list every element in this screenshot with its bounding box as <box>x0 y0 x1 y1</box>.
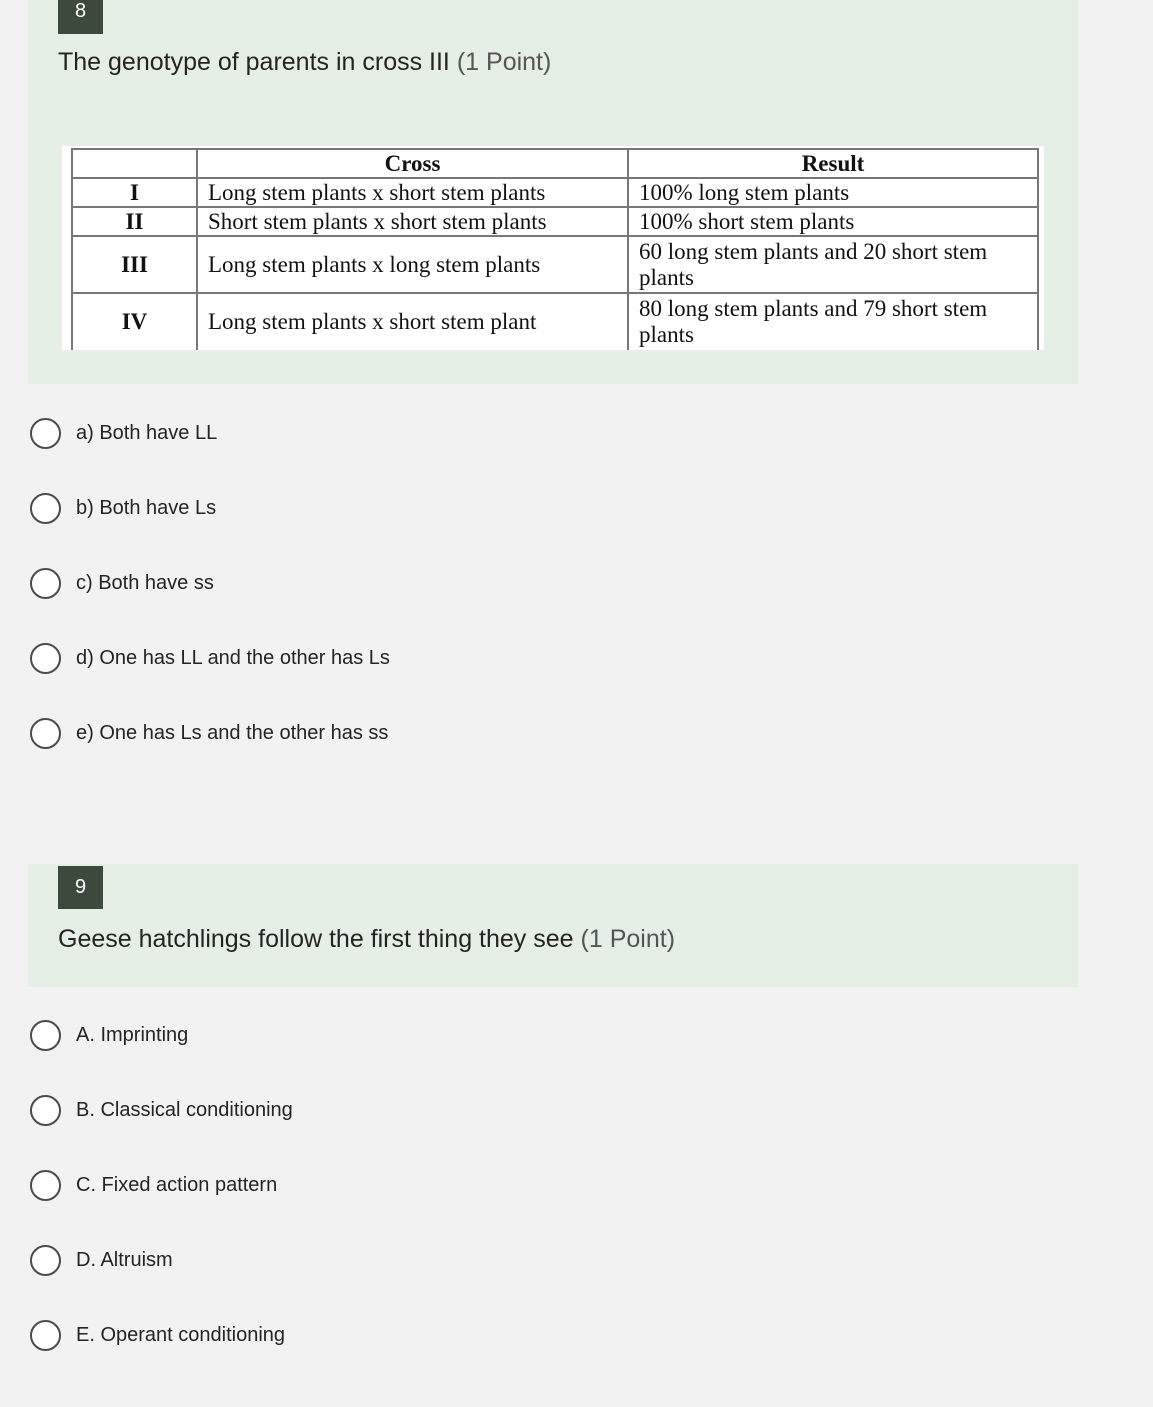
radio-button[interactable] <box>30 568 61 599</box>
table-header-cell <box>72 149 197 178</box>
cross-cell: Long stem plants x long stem plants <box>197 236 628 293</box>
table-row <box>72 293 1038 350</box>
option-classical-conditioning[interactable] <box>30 1090 293 1130</box>
genetics-cross-table <box>71 148 1039 350</box>
radio-button[interactable] <box>30 1245 61 1276</box>
table-row <box>72 178 1038 207</box>
radio-button[interactable] <box>30 718 61 749</box>
option-label: C. Fixed action pattern <box>76 1173 278 1196</box>
table-header-row <box>72 149 1038 178</box>
option-label: d) One has LL and the other has Ls <box>76 646 390 669</box>
option-label: D. Altruism <box>76 1248 173 1271</box>
cross-number: IV <box>72 293 197 350</box>
radio-button[interactable] <box>30 1020 61 1051</box>
option-operant-conditioning[interactable] <box>30 1315 285 1355</box>
cross-number: III <box>72 236 197 293</box>
question-title <box>58 48 551 77</box>
question-8-header <box>28 0 1078 384</box>
cross-number: I <box>72 178 197 207</box>
result-cell: 100% short stem plants <box>628 207 1038 236</box>
result-cell: 60 long stem plants and 20 short stem plants <box>628 236 1038 293</box>
radio-button[interactable] <box>30 418 61 449</box>
cross-number: II <box>72 207 197 236</box>
radio-button[interactable] <box>30 1320 61 1351</box>
result-cell: 80 long stem plants and 79 short stem plants <box>628 293 1038 350</box>
radio-button[interactable] <box>30 643 61 674</box>
result-cell: 100% long stem plants <box>628 178 1038 207</box>
radio-button[interactable] <box>30 1095 61 1126</box>
option-label: B. Classical conditioning <box>76 1098 293 1121</box>
question-text: The genotype of parents in cross III <box>58 48 450 76</box>
option-label: A. Imprinting <box>76 1023 189 1046</box>
table-header-cross: Cross <box>197 149 628 178</box>
cross-cell: Short stem plants x short stem plants <box>197 207 628 236</box>
option-imprinting[interactable] <box>30 1015 188 1055</box>
option-fixed-action-pattern[interactable] <box>30 1165 277 1205</box>
question-points: (1 Point) <box>580 925 676 953</box>
option-label: a) Both have LL <box>76 421 218 444</box>
option-c[interactable] <box>30 563 214 603</box>
radio-button[interactable] <box>30 1170 61 1201</box>
question-number-badge: 9 <box>58 866 103 909</box>
question-title <box>58 925 675 954</box>
question-points: (1 Point) <box>456 48 552 76</box>
table-header-result: Result <box>628 149 1038 178</box>
radio-button[interactable] <box>30 493 61 524</box>
option-a[interactable] <box>30 413 217 453</box>
question-9-header <box>28 864 1078 987</box>
option-e[interactable] <box>30 713 388 753</box>
option-d[interactable] <box>30 638 390 678</box>
table-row <box>72 207 1038 236</box>
cross-cell: Long stem plants x short stem plants <box>197 178 628 207</box>
genetics-table-image <box>62 146 1044 350</box>
option-b[interactable] <box>30 488 216 528</box>
option-label: E. Operant conditioning <box>76 1323 286 1346</box>
option-altruism[interactable] <box>30 1240 173 1280</box>
table-row <box>72 236 1038 293</box>
option-label: c) Both have ss <box>76 571 214 594</box>
option-label: b) Both have Ls <box>76 496 217 519</box>
cross-cell: Long stem plants x short stem plant <box>197 293 628 350</box>
option-label: e) One has Ls and the other has ss <box>76 721 389 744</box>
question-number-badge: 8 <box>58 0 103 34</box>
question-text: Geese hatchlings follow the first thing they see <box>58 925 574 953</box>
